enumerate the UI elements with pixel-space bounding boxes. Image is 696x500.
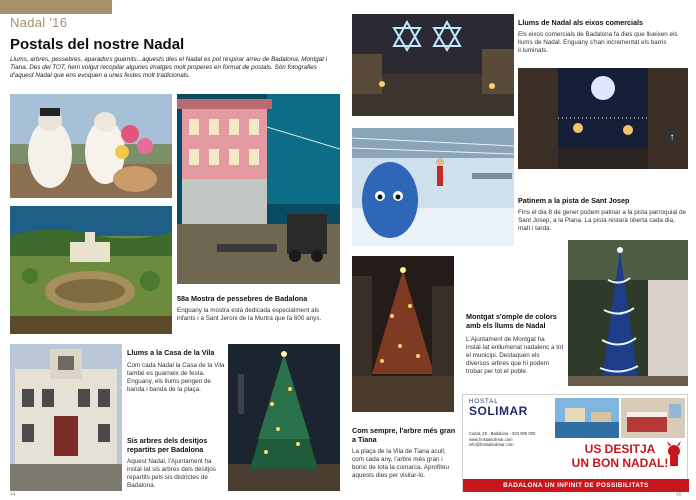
article-montgat-title: Montgat s'omple de colors amb els llums de Nadal <box>466 312 557 330</box>
photo-wishing-tree <box>228 344 340 491</box>
ad-headline-2: UN BON NADAL! <box>571 456 669 470</box>
article-mostra-body: Enguany la mostra està dedicada especialment als infants i a Sant Jeroni de la Murtra que fa 600 anys. <box>177 307 322 322</box>
photo-town-hall <box>10 344 122 491</box>
ad-brand-name: SOLIMAR <box>469 404 528 418</box>
photo-nativity-figures <box>10 94 172 198</box>
page-number-right: 45 <box>676 492 682 498</box>
article-desitjos-body: Aquest Nadal, l'Ajuntament ha instal·lat sis arbres dels desitjos repartits pels sis districtes de Badalona. <box>127 458 216 489</box>
article-eixos-body: Els eixos comercials de Badalona fa dies que llueixen els llums de Nadal. Enguany s'han incrementat els barris il·luminats. <box>518 31 678 54</box>
article-desitjos-title: Sis arbres dels desitjos repartits per Badalona <box>127 436 208 454</box>
photo-tiana-tree <box>352 256 454 412</box>
page-title: Postals del nostre Nadal <box>10 36 185 53</box>
section-tag-bar <box>0 0 112 14</box>
intro-paragraph: Llums, arbres, pessebres, aparadors guarnits...aquests dies el Nadal es pot respirar arreu de Badalona, Montgat i Tiana. Des del TOT, hem volgut recopilar algunes imatges molt properes en format de postals. Són fotografies d'aquest Nadal que ens evoquen a unes festes molt tradicionals. <box>10 56 328 79</box>
article-mostra-title: 58a Mostra de pessebres de Badalona <box>177 294 308 303</box>
photo-montgat-tree <box>568 240 688 386</box>
article-tiana-body: La plaça de la Vila de Tiana acull, com cada any, l'arbre més gran i bonic de tota la comarca. Aprofiteu aquests dies per visitar-lo. <box>352 448 449 479</box>
arrow-up-icon[interactable]: ↑ <box>664 130 680 146</box>
article-patinem-title: Patinem a la pista de Sant Josep <box>518 196 630 205</box>
ad-address: Cuitat, 28 - Badalona - 933 995 000 <box>469 431 536 436</box>
ad-headline-1: US DESITJA <box>584 442 656 456</box>
article-patinem-body: Fins el dia 8 de gener podem patinar a la pista parroquial de Sant Josep, a la Plana. La pista restarà oberta cada dia, matí i tarda. <box>518 209 687 232</box>
page-number-left: 44 <box>10 492 16 498</box>
ad-logo <box>469 399 551 429</box>
ad-brand-top: HOSTAL <box>469 399 499 405</box>
ad-email: info@hostalsolimar.com <box>469 442 514 447</box>
ad-tagline-bar: BADALONA UN INFINIT DE POSSIBILITATS <box>463 479 689 492</box>
photo-ice-rink-whale <box>352 128 514 246</box>
ad-hostal-solimar[interactable] <box>462 394 688 492</box>
photo-street-star-lights <box>352 14 514 116</box>
article-vila-title: Llums a la Casa de la Vila <box>127 348 215 357</box>
article-eixos-title: Llums de Nadal als eixos comercials <box>518 18 644 27</box>
ad-photo-room <box>621 398 685 438</box>
article-montgat-body: L'Ajuntament de Montgat ha instal·lat enllumenat nadalenc a tot el municipi. Destaquen els diversos arbres que hi podem trobar per tot el poble. <box>466 336 564 375</box>
article-tiana-title: Com sempre, l'arbre més gran a Tiana <box>352 426 456 444</box>
ad-web: www.hostalsolimar.com <box>469 436 513 442</box>
section-title: Nadal '16 <box>10 15 68 30</box>
photo-commercial-street <box>518 68 688 169</box>
ad-photo-beach <box>555 398 619 438</box>
article-vila-body: Com cada Nadal la Casa de la Vila també es guarneix de festa. Enguany, els llums pengen de banda i banda de la plaça. <box>127 362 225 393</box>
photo-monastery-landscape <box>10 206 172 334</box>
ad-contact <box>469 431 553 448</box>
photo-model-house-train <box>177 94 340 284</box>
devil-mascot-icon <box>663 441 685 469</box>
